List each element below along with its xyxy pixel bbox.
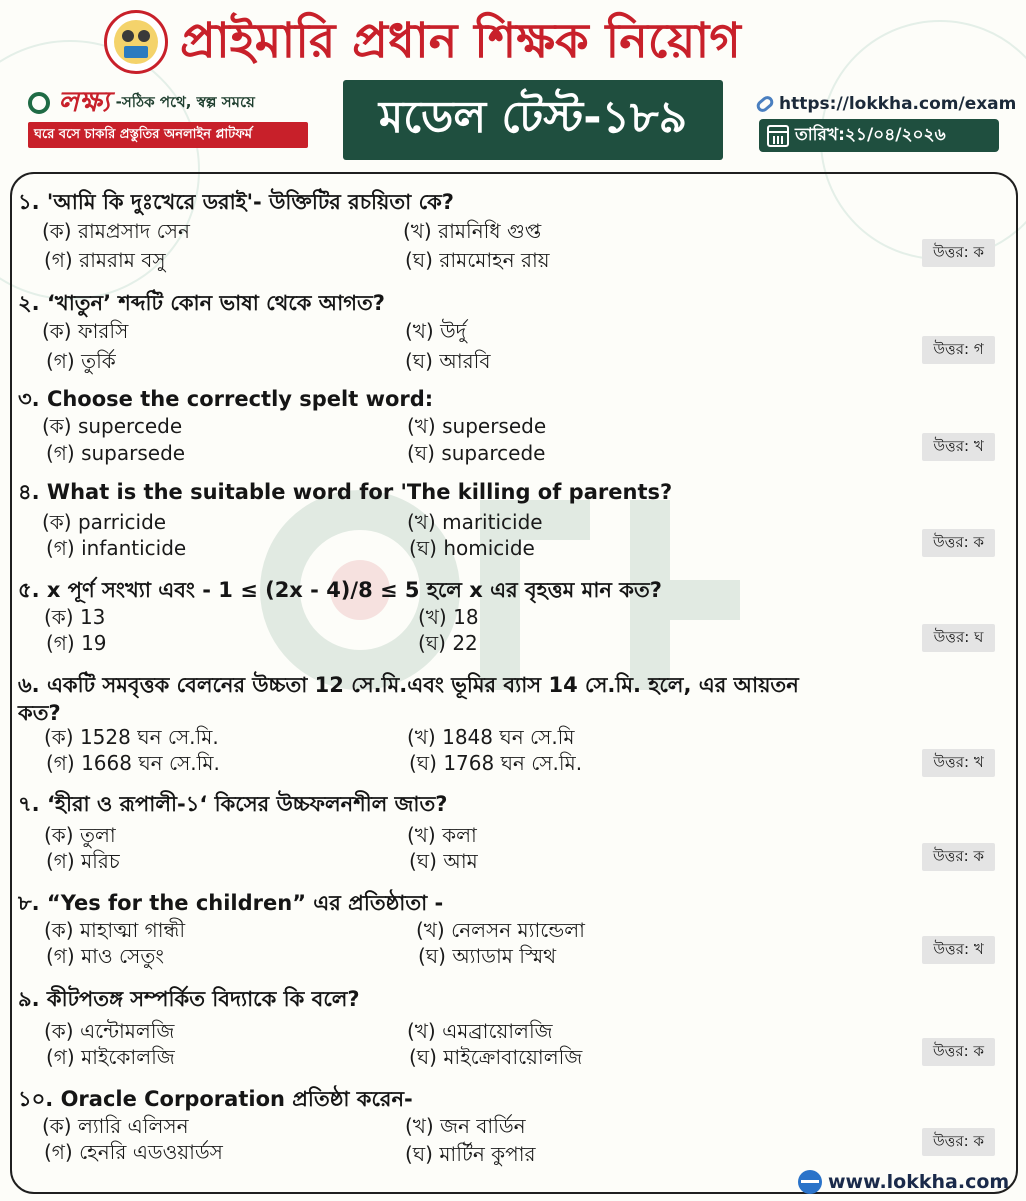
question-item xyxy=(18,1085,1008,1113)
question-item xyxy=(18,188,1008,216)
option-b: (খ) রামনিধি গুপ্ত xyxy=(403,219,542,243)
option-b: (খ) জন বার্ডিন xyxy=(405,1114,526,1138)
option-b: (খ) 1848 ঘন সে.মি xyxy=(407,725,575,749)
option-c: (গ) মাইকোলজি xyxy=(46,1045,175,1069)
option-d: (ঘ) 1768 ঘন সে.মি. xyxy=(409,751,583,775)
option-d: (ঘ) আম xyxy=(409,849,478,873)
answer-badge: উত্তর: ক xyxy=(922,1038,995,1066)
option-c: (গ) মরিচ xyxy=(46,849,120,873)
exam-url[interactable]: https://lokkha.com/exam xyxy=(779,94,1017,114)
option-a: (ক) 1528 ঘন সে.মি. xyxy=(44,725,219,749)
brand-bar: ঘরে বসে চাকরি প্রস্তুতির অনলাইন প্লাটফর্ম xyxy=(28,122,308,148)
option-a: (ক) 13 xyxy=(44,605,106,629)
question-item xyxy=(18,478,1008,506)
answer-badge: উত্তর: ক xyxy=(922,239,995,267)
exam-link[interactable] xyxy=(756,94,1016,114)
brand-logo-icon xyxy=(28,92,50,114)
seal-logo xyxy=(104,10,168,74)
brand-tagline: -সঠিক পথে, স্বল্প সময়ে xyxy=(115,92,255,111)
question-text: ১. 'আমি কি দুঃখেরে ডরাই'- উক্তিটির রচয়িতা কে? xyxy=(18,190,454,214)
question-item xyxy=(18,576,1008,604)
option-a: (ক) তুলা xyxy=(44,823,116,847)
option-b: (খ) mariticide xyxy=(407,510,543,534)
globe-icon xyxy=(798,1170,822,1194)
link-icon xyxy=(754,94,776,115)
calendar-icon xyxy=(767,125,789,147)
question-text: ৮. “Yes for the children” এর প্রতিষ্ঠাতা - xyxy=(18,891,444,915)
question-item xyxy=(18,671,1008,727)
option-c: (গ) 19 xyxy=(46,631,107,655)
option-d: (ঘ) রামমোহন রায় xyxy=(405,248,550,272)
option-b: (খ) উর্দু xyxy=(405,319,467,343)
option-c: (গ) হেনরি এডওয়ার্ডস xyxy=(44,1140,223,1164)
option-c: (গ) মাও সেতুং xyxy=(46,944,164,968)
date-badge xyxy=(759,119,999,152)
option-d: (ঘ) অ্যাডাম স্মিথ xyxy=(418,944,557,968)
answer-badge: উত্তর: ঘ xyxy=(922,624,995,652)
question-text: ৩. Choose the correctly spelt word: xyxy=(18,387,434,411)
question-text: ৯. কীটপতঙ্গ সম্পর্কিত বিদ্যাকে কি বলে? xyxy=(18,987,360,1011)
option-a: (ক) ফারসি xyxy=(42,319,129,343)
option-b: (খ) supersede xyxy=(407,414,547,438)
option-c: (গ) তুর্কি xyxy=(46,349,116,373)
option-a: (ক) রামপ্রসাদ সেন xyxy=(42,219,190,243)
option-a: (ক) এন্টোমলজি xyxy=(44,1019,175,1043)
site-link[interactable]: www.lokkha.com xyxy=(828,1171,1010,1193)
option-a: (ক) মাহাত্মা গান্ধী xyxy=(44,918,186,942)
option-c: (গ) রামরাম বসু xyxy=(44,248,166,272)
option-d: (ঘ) suparcede xyxy=(407,441,546,465)
option-d: (ঘ) মার্টিন কুপার xyxy=(405,1142,536,1166)
question-item xyxy=(18,385,1008,413)
option-c: (গ) 1668 ঘন সে.মি. xyxy=(46,751,220,775)
option-c: (গ) suparsede xyxy=(46,441,186,465)
option-a: (ক) ল্যারি এলিসন xyxy=(42,1114,189,1138)
answer-badge: উত্তর: গ xyxy=(922,336,995,364)
question-text: ৫. x পূর্ণ সংখ্যা এবং - 1 ≤ (2x - 4)/8 ≤ 5 হলে x এর বৃহত্তম মান কত? xyxy=(18,578,662,602)
question-text: ৪. What is the suitable word for 'The killing of parents? xyxy=(18,480,673,504)
answer-badge: উত্তর: খ xyxy=(922,936,995,964)
option-d: (ঘ) homicide xyxy=(409,536,535,560)
answer-badge: উত্তর: খ xyxy=(922,749,995,777)
footer-site[interactable] xyxy=(798,1170,1009,1194)
option-d: (ঘ) 22 xyxy=(418,631,478,655)
question-item xyxy=(18,985,1008,1013)
option-c: (গ) infanticide xyxy=(46,536,187,560)
model-test-title: মডেল টেস্ট-১৮৯ xyxy=(343,80,723,160)
question-item xyxy=(18,790,1008,818)
question-item xyxy=(18,889,1008,917)
page-title: প্রাইমারি প্রধান শিক্ষক নিয়োগ xyxy=(180,13,741,69)
answer-badge: উত্তর: ক xyxy=(922,1128,995,1156)
date-text: তারিখ:২১/০৪/২০২৬ xyxy=(795,124,946,145)
option-a: (ক) parricide xyxy=(42,510,167,534)
brand-logo: লক্ষ্য xyxy=(58,84,110,118)
answer-badge: উত্তর: ক xyxy=(922,529,995,557)
brand-block xyxy=(28,84,308,150)
question-item xyxy=(18,289,1008,317)
option-d: (ঘ) মাইক্রোবায়োলজি xyxy=(409,1045,583,1069)
option-b: (খ) কলা xyxy=(407,823,477,847)
question-text: ২. ‘খাতুন’ শব্দটি কোন ভাষা থেকে আগত? xyxy=(18,291,385,315)
option-b: (খ) নেলসন ম্যান্ডেলা xyxy=(416,918,585,942)
answer-badge: উত্তর: খ xyxy=(922,433,995,461)
option-d: (ঘ) আরবি xyxy=(405,349,491,373)
question-text: ৭. ‘হীরা ও রূপালী-১‘ কিসের উচ্চফলনশীল জাত? xyxy=(18,792,448,816)
question-text: ৬. একটি সমবৃত্তক বেলনের উচ্চতা 12 সে.মি.এবং ভূমির ব্যাস 14 সে.মি. হলে, এর আয়তন কত? xyxy=(18,673,799,725)
answer-badge: উত্তর: ক xyxy=(922,843,995,871)
option-a: (ক) supercede xyxy=(42,414,183,438)
question-text: ১০. Oracle Corporation প্রতিষ্ঠা করেন- xyxy=(18,1087,413,1111)
option-b: (খ) এমব্রায়োলজি xyxy=(407,1019,553,1043)
option-b: (খ) 18 xyxy=(418,605,479,629)
